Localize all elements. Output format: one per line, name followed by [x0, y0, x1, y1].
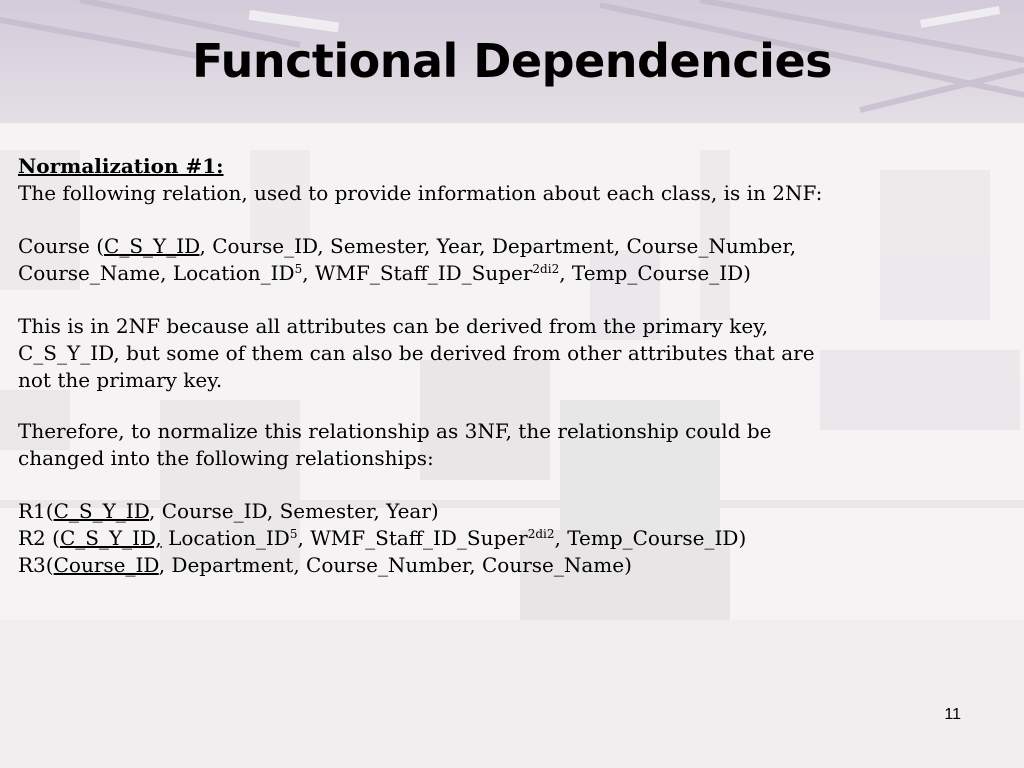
primary-key: C_S_Y_ID	[104, 234, 200, 258]
primary-key: C_S_Y_ID,	[59, 526, 162, 550]
primary-key: C_S_Y_ID	[53, 499, 150, 523]
therefore-line: changed into the following relationships:	[18, 446, 434, 470]
relation-r1: R1(C_S_Y_ID, Course_ID, Semester, Year)	[18, 499, 439, 523]
explanation-line: C_S_Y_ID, but some of them can also be derived from other attributes that are	[18, 341, 815, 365]
section-heading: Normalization #1:	[18, 154, 224, 178]
spacer	[18, 207, 978, 233]
spacer	[18, 287, 978, 313]
therefore-line: Therefore, to normalize this relationship as 3NF, the relationship could be	[18, 419, 772, 443]
slide-title: Functional Dependencies	[191, 34, 833, 88]
course-relation-line-1: Course (C_S_Y_ID, Course_ID, Semester, Year, Department, Course_Number,	[18, 234, 797, 258]
explanation-line: not the primary key.	[18, 368, 223, 392]
intro-text: The following relation, used to provide information about each class, is in 2NF:	[18, 181, 823, 205]
primary-key: Course_ID	[53, 553, 159, 577]
relation-r3: R3(Course_ID, Department, Course_Number, Course_Name)	[18, 553, 632, 577]
course-relation-line-2: Course_Name, $Location\_ID^5$, WMF_Staff_ID_Super$^{2di2}$, Temp_Course_ID)	[18, 261, 751, 285]
spacer	[18, 472, 978, 498]
spacer	[18, 394, 978, 418]
slide-body	[18, 153, 978, 579]
relation-r2: R2 (C_S_Y_ID, $Location\_ID^5$, WMF_Staff_ID_Super$^{2di2}$, Temp_Course_ID)	[18, 526, 747, 550]
slide-number: 11	[944, 706, 961, 723]
explanation-line: This is in 2NF because all attributes can be derived from the primary key,	[18, 314, 769, 338]
